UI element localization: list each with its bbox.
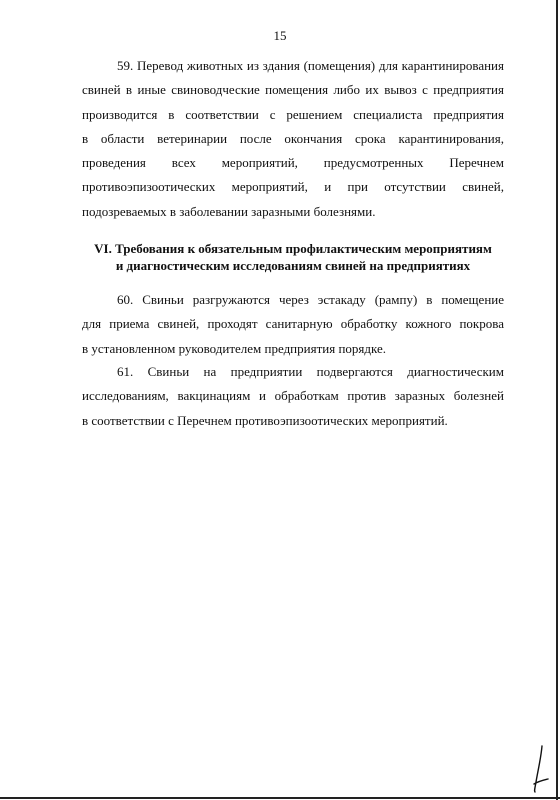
paragraph-59 xyxy=(82,54,504,224)
page-number: 15 xyxy=(273,28,287,43)
paragraph-line: противоэпизоотических мероприятий, и при отсутствии свиней, xyxy=(82,179,504,195)
paragraph-line: свиней в иные свиноводческие помещения либо их вывоз с предприятия xyxy=(82,82,504,98)
scan-edge-bottom xyxy=(0,797,560,799)
paragraph-line: для приема свиней, проходят санитарную обработку кожного покрова xyxy=(82,316,504,332)
paragraph-line: производится в соответствии с решением специалиста предприятия xyxy=(82,106,504,122)
paragraph-60 xyxy=(82,288,504,361)
paragraph-line: 60. Свиньи разгружаются через эстакаду (рампу) в помещение xyxy=(117,292,504,307)
paragraph-line: подозреваемых в заболевании заразными болезнями. xyxy=(82,203,376,219)
paragraph-line: в области ветеринарии после окончания срока карантинирования, xyxy=(82,130,504,146)
handwritten-initial-mark xyxy=(530,744,552,794)
paragraph-line: в установленном руководителем предприятия порядке. xyxy=(82,340,387,356)
heading-line: VI. Требования к обязательным профилактическим мероприятиям xyxy=(94,241,492,256)
paragraph-line: проведения всех мероприятий, предусмотренных Перечнем xyxy=(82,155,504,171)
paragraph-61 xyxy=(82,360,504,433)
section-heading xyxy=(82,240,504,274)
heading-line: и диагностическим исследованиям свиней на предприятиях xyxy=(115,258,471,273)
scan-edge-right xyxy=(556,0,558,800)
paragraph-line: 61. Свиньи на предприятии подвергаются диагностическим xyxy=(117,364,504,379)
paragraph-line: в соответствии с Перечнем противоэпизоотических мероприятий. xyxy=(82,412,448,428)
paragraph-line: 59. Перевод животных из здания (помещения) для карантинирования xyxy=(117,58,504,73)
paragraph-line: исследованиям, вакцинациям и обработкам против заразных болезней xyxy=(82,388,504,404)
